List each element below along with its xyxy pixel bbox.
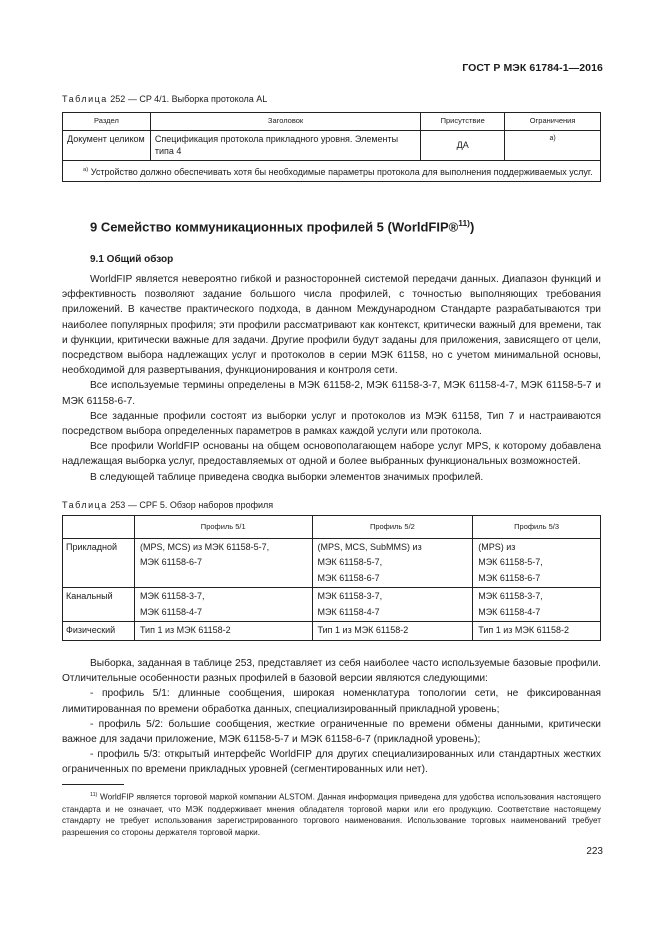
cell-line: Тип 1 из МЭК 61158-2 — [139, 625, 231, 635]
paragraph: WorldFIP является невероятно гибкой и разносторонней системой передачи данных. Диапазон функций и эффективность позволяют задание большого числа профилей, с точностью выполняющих требования приложений. В качестве практического подхода, в данном Международном Стандарте разрабатываются три наиболее популярных профиля; эти профили рассматривают как контекст, критически важный для времени, так и функции, критически важные для задачи. Другие профили будут заданы для приложения, зависящего от цели, посредством выбора надлежащих услуг и протоколов в серии МЭК 61158, но с учетом минимальной основы, необходимой для развертывания, функционирования и контроля сети. — [62, 274, 601, 377]
cell-line: (MPS, MCS, SubMMS) из — [317, 541, 422, 552]
paragraph: Выборка, заданная в таблице 253, представляет из себя наиболее часто используемые базовые профили. Отличительные особенности разных профилей в базовой версии являются следующими: — [62, 658, 601, 685]
table-253 — [62, 515, 601, 641]
table-caption-text: 253 — CPF 5. Обзор наборов профиля — [107, 500, 274, 510]
cell-profile-5-1 — [134, 588, 312, 622]
header-constraints: Ограничения — [505, 113, 601, 131]
footnote-text: WorldFIP является торговой маркой компании ALSTOM. Данная информация приведена для удобства использования настоящего стандарта и не означает, что МЭК поддерживает мнения обладателя торговой марки или его продукцию. Соответствие настоящему стандарту не требует использования зарегистрированного торгового наименования. Использование торговых наименований требует разрешения со стороны держателя торговой марки. — [62, 792, 601, 838]
header-title: Заголовок — [150, 113, 420, 131]
cell-constraint: a) — [505, 130, 601, 160]
row-label: Физический — [63, 622, 135, 641]
table-row — [63, 130, 601, 160]
cell-section: Документ целиком — [63, 130, 151, 160]
note-mark: a) — [83, 166, 89, 173]
cell-profile-5-3 — [473, 588, 601, 622]
cell-title: Спецификация протокола прикладного уровня. Элементы типа 4 — [150, 130, 420, 160]
cell-line: МЭК 61158-6-7 — [139, 557, 203, 567]
paragraph: Все заданные профили состоят из выборки услуг и протоколов из МЭК 61158, Тип 7 и настраиваются посредством выбора определенных параметров в рамках каждой услуги или протокола. — [62, 410, 601, 438]
table-252-caption — [62, 94, 267, 104]
section-heading — [90, 218, 474, 234]
row-label: Прикладной — [63, 538, 135, 588]
cell-line: МЭК 61158-3-7, — [478, 591, 543, 601]
table-header-row — [63, 113, 601, 131]
cell-line: МЭК 61158-5-7, — [317, 557, 383, 567]
table-row — [63, 622, 601, 641]
cell-line: МЭК 61158-5-7, — [478, 557, 543, 567]
page-header-standard: ГОСТ Р МЭК 61784-1—2016 — [462, 62, 603, 74]
cell-line: Тип 1 из МЭК 61158-2 — [317, 625, 409, 635]
header-profile-5-3: Профиль 5/3 — [473, 516, 601, 539]
cell-profile-5-1 — [134, 622, 312, 641]
cell-line: МЭК 61158-3-7, — [139, 591, 205, 601]
header-section: Раздел — [63, 113, 151, 131]
footnote-divider — [62, 784, 124, 785]
paragraph: В следующей таблице приведена сводка выборки элементов значимых профилей. — [90, 471, 484, 483]
cell-profile-5-2 — [312, 622, 473, 641]
cell-profile-5-1 — [134, 538, 312, 588]
footnote — [62, 790, 601, 839]
cell-line: МЭК 61158-3-7, — [317, 591, 383, 601]
section-heading-end: ) — [469, 219, 475, 235]
table-caption-text: 252 — CP 4/1. Выборка протокола AL — [107, 94, 268, 104]
section-heading-text: 9 Семейство коммуникационных профилей 5 (WorldFIP® — [90, 219, 459, 235]
table-253-caption — [62, 500, 273, 510]
table-note-row — [63, 160, 601, 182]
body-text-after-table — [62, 656, 601, 778]
list-item: - профиль 5/3: открытый интерфейс WorldFIP для других специализированных или стандартных жестких ограниченных по времени прикладных уровней (сегментированных или нет). — [62, 749, 601, 776]
header-profile-5-1: Профиль 5/1 — [134, 516, 312, 539]
header-profile-5-2: Профиль 5/2 — [312, 516, 473, 539]
cell-line: МЭК 61158-6-7 — [317, 572, 380, 583]
table-row — [63, 588, 601, 622]
table-header-row — [63, 516, 601, 539]
row-label: Канальный — [63, 588, 135, 622]
cell-line: МЭК 61158-4-7 — [139, 606, 203, 617]
page-number: 223 — [586, 846, 603, 857]
body-text — [62, 272, 601, 485]
note-text: Устройство должно обеспечивать хотя бы необходимые параметры протокола для выполнения поддерживаемых услуг. — [88, 166, 593, 177]
cell-line: Тип 1 из МЭК 61158-2 — [478, 625, 569, 635]
table-caption-word: Таблица — [62, 500, 108, 510]
subsection-heading: 9.1 Общий обзор — [90, 254, 174, 265]
cell-presence: ДА — [421, 130, 505, 160]
cell-line: (MPS) из — [478, 541, 516, 552]
cell-profile-5-3 — [473, 622, 601, 641]
paragraph: Все профили WorldFIP основаны на общем основополагающем наборе услуг MPS, к которому добавлена надлежащая выборка услуг, предоставляемых от одной и более выбранных функциональных возможностей. — [62, 441, 601, 468]
cell-profile-5-3 — [473, 538, 601, 588]
list-item: - профиль 5/2: большие сообщения, жесткие ограниченные по времени обмены данными, критически важное для задачи приложение, МЭК 61158-5-7 и МЭК 61158-6-7 (прикладной уровень); — [62, 718, 601, 746]
list-item: - профиль 5/1: длинные сообщения, широкая номенклатура топологии сети, не фиксированная лимитированная по времени обработка данных, специализированный прикладной уровень; — [62, 688, 601, 715]
cell-line: (MPS, MCS) из МЭК 61158-5-7, — [139, 541, 270, 552]
cell-line: МЭК 61158-4-7 — [317, 606, 380, 617]
cell-profile-5-2 — [312, 588, 473, 622]
cell-line: МЭК 61158-4-7 — [478, 606, 541, 617]
paragraph: Все используемые термины определены в МЭК 61158-2, МЭК 61158-3-7, МЭК 61158-4-7, МЭК 61158-5-7 и МЭК 61158-6-7. — [62, 380, 601, 407]
footnote-ref: 11) — [458, 218, 470, 228]
header-empty — [63, 516, 135, 539]
footnote-mark: 11) — [90, 792, 98, 798]
table-caption-word: Таблица — [62, 94, 108, 104]
cell-profile-5-2 — [312, 538, 473, 588]
header-presence: Присутствие — [421, 113, 505, 131]
table-row — [63, 538, 601, 588]
table-note — [63, 160, 601, 182]
cell-line: МЭК 61158-6-7 — [478, 572, 541, 583]
table-252 — [62, 112, 601, 182]
